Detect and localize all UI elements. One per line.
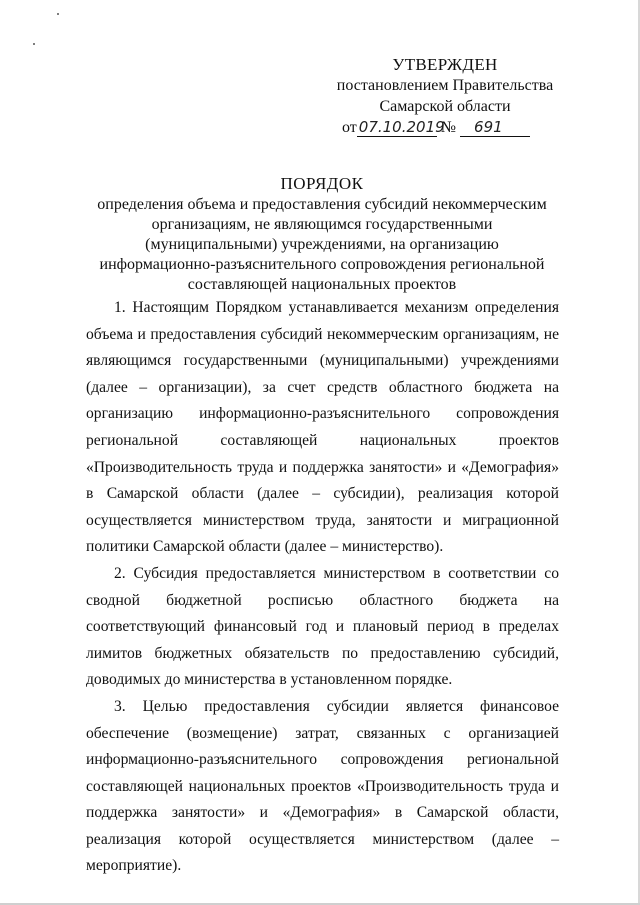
document-heading: [92, 174, 552, 295]
paragraph-2: 2. Субсидия предоставляется министерством в соответствии со сводной бюджетной росписью областного бюджета на соответствующий финансовый год и плановый период в пределах лимитов бюджетных обязательств по предоставлению субсидий, доводимых до министерства в установленном порядке.: [86, 564, 559, 689]
document-body: [86, 295, 559, 880]
scan-speck: [57, 13, 59, 15]
approval-line-1: постановлением Правительства: [336, 77, 554, 94]
number-sign: №: [440, 119, 457, 136]
handwritten-number: 691: [460, 118, 530, 137]
paragraph-3: 3. Целью предоставления субсидии является финансовое обеспечение (возмещение) затрат, связанных с организацией информационно-разъяснительного сопровождения региональной составляющей национальных проектов «Производительность труда и поддержка занятости» и «Демография» в Самарской области, реализация которой осуществляется министерством (далее – мероприятие).: [86, 697, 559, 875]
handwritten-date: 07.10.2019: [358, 118, 445, 136]
date-prefix: от: [342, 119, 357, 136]
approval-title: УТВЕРЖДЕН: [392, 55, 498, 74]
approval-stamp-block: [330, 54, 560, 138]
paragraph-1: 1. Настоящим Порядком устанавливается механизм определения объема и предоставления субсидий некоммерческим организациям, не являющимся государственными (муниципальными) учреждениями (далее – организации), за счет средств областного бюджета на организацию информационно-разъяснительного сопровождения региональной составляющей национальных проектов «Производительность труда и поддержка занятости» и «Демография» в Самарской области (далее – субсидии), реализация которой осуществляется министерством труда, занятости и миграционной политики Самарской области (далее – министерство).: [86, 299, 559, 556]
document-subtitle: определения объема и предоставления субсидий некоммерческим организациям, не являющимся государственными (муниципальными) учреждениями, на организацию информационно-разъяснительного сопровождения региональной составляющей национальных проектов: [97, 196, 547, 293]
approval-date-line: [342, 117, 560, 138]
approval-line-2: Самарской области: [379, 98, 511, 115]
document-title: ПОРЯДОК: [280, 174, 364, 193]
scan-speck: [33, 43, 35, 45]
